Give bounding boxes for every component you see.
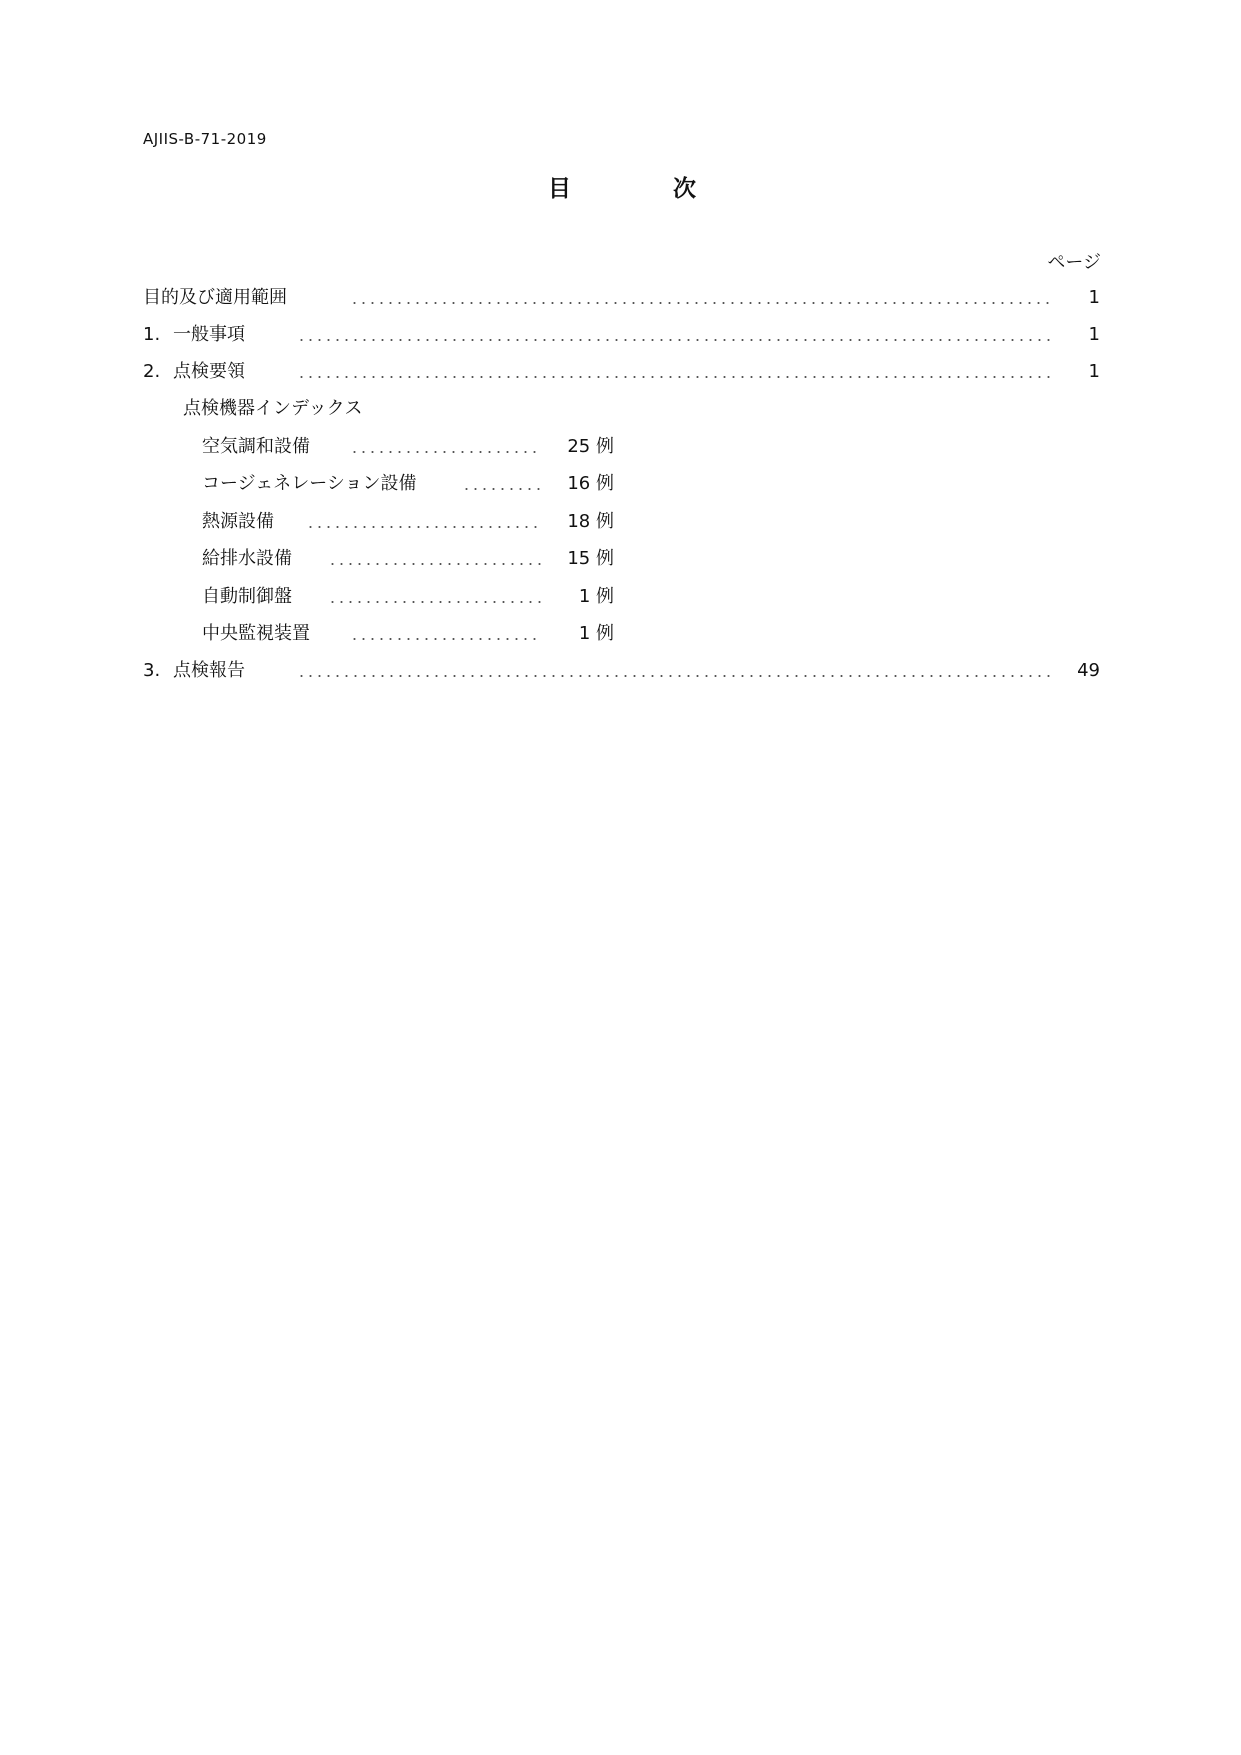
document-id: AJIIS-B-71-2019	[143, 130, 267, 148]
index-item-count: 1 例	[578, 623, 614, 644]
toc-entry-label: 点検要領	[173, 361, 245, 382]
dot-leader	[328, 601, 541, 603]
index-item[interactable]	[0, 544, 1241, 574]
title-char-1: 目	[548, 176, 571, 202]
toc-entry-page: 1	[1088, 287, 1100, 308]
page-column-label: ページ	[1047, 252, 1101, 273]
toc-entry-page: 1	[1088, 361, 1100, 382]
index-item-label: 給排水設備	[202, 548, 292, 569]
toc-section-number: 3.	[143, 660, 161, 681]
dot-leader	[350, 302, 1051, 304]
index-item[interactable]	[0, 582, 1241, 612]
toc-entry-label: 一般事項	[173, 324, 245, 345]
index-item-label: 熱源設備	[202, 511, 274, 532]
index-item-label: 空気調和設備	[202, 436, 310, 457]
dot-leader	[297, 376, 1051, 378]
index-heading: 点検機器インデックス	[183, 398, 363, 419]
toc-section-number: 2.	[143, 361, 161, 382]
index-item-count: 25 例	[567, 436, 614, 457]
dot-leader	[306, 526, 541, 528]
index-item-label: コージェネレーション設備	[202, 473, 417, 494]
index-item[interactable]	[0, 469, 1241, 499]
index-item-count: 18 例	[567, 511, 614, 532]
index-item-label: 自動制御盤	[202, 586, 292, 607]
index-item[interactable]	[0, 432, 1241, 462]
index-heading-row	[0, 394, 1241, 424]
dot-leader	[328, 563, 541, 565]
toc-entry-page: 1	[1088, 324, 1100, 345]
toc-entry-section-2[interactable]	[0, 357, 1241, 387]
page-title	[0, 170, 1241, 200]
toc-entry-label: 点検報告	[173, 660, 245, 681]
toc-entry-page: 49	[1077, 660, 1100, 681]
index-item-count: 1 例	[578, 586, 614, 607]
index-item[interactable]	[0, 619, 1241, 649]
toc-section-number: 1.	[143, 324, 161, 345]
toc-entry-section-3[interactable]	[0, 656, 1241, 686]
dot-leader	[350, 638, 541, 640]
index-item-label: 中央監視装置	[202, 623, 310, 644]
dot-leader	[350, 451, 541, 453]
toc-entry-purpose[interactable]	[0, 283, 1241, 313]
index-item[interactable]	[0, 507, 1241, 537]
dot-leader	[462, 488, 541, 490]
toc-entry-label: 目的及び適用範囲	[143, 287, 287, 308]
dot-leader	[297, 339, 1051, 341]
dot-leader	[297, 675, 1051, 677]
toc-entry-section-1[interactable]	[0, 320, 1241, 350]
index-item-count: 15 例	[567, 548, 614, 569]
index-item-count: 16 例	[567, 473, 614, 494]
title-char-2: 次	[673, 176, 696, 202]
